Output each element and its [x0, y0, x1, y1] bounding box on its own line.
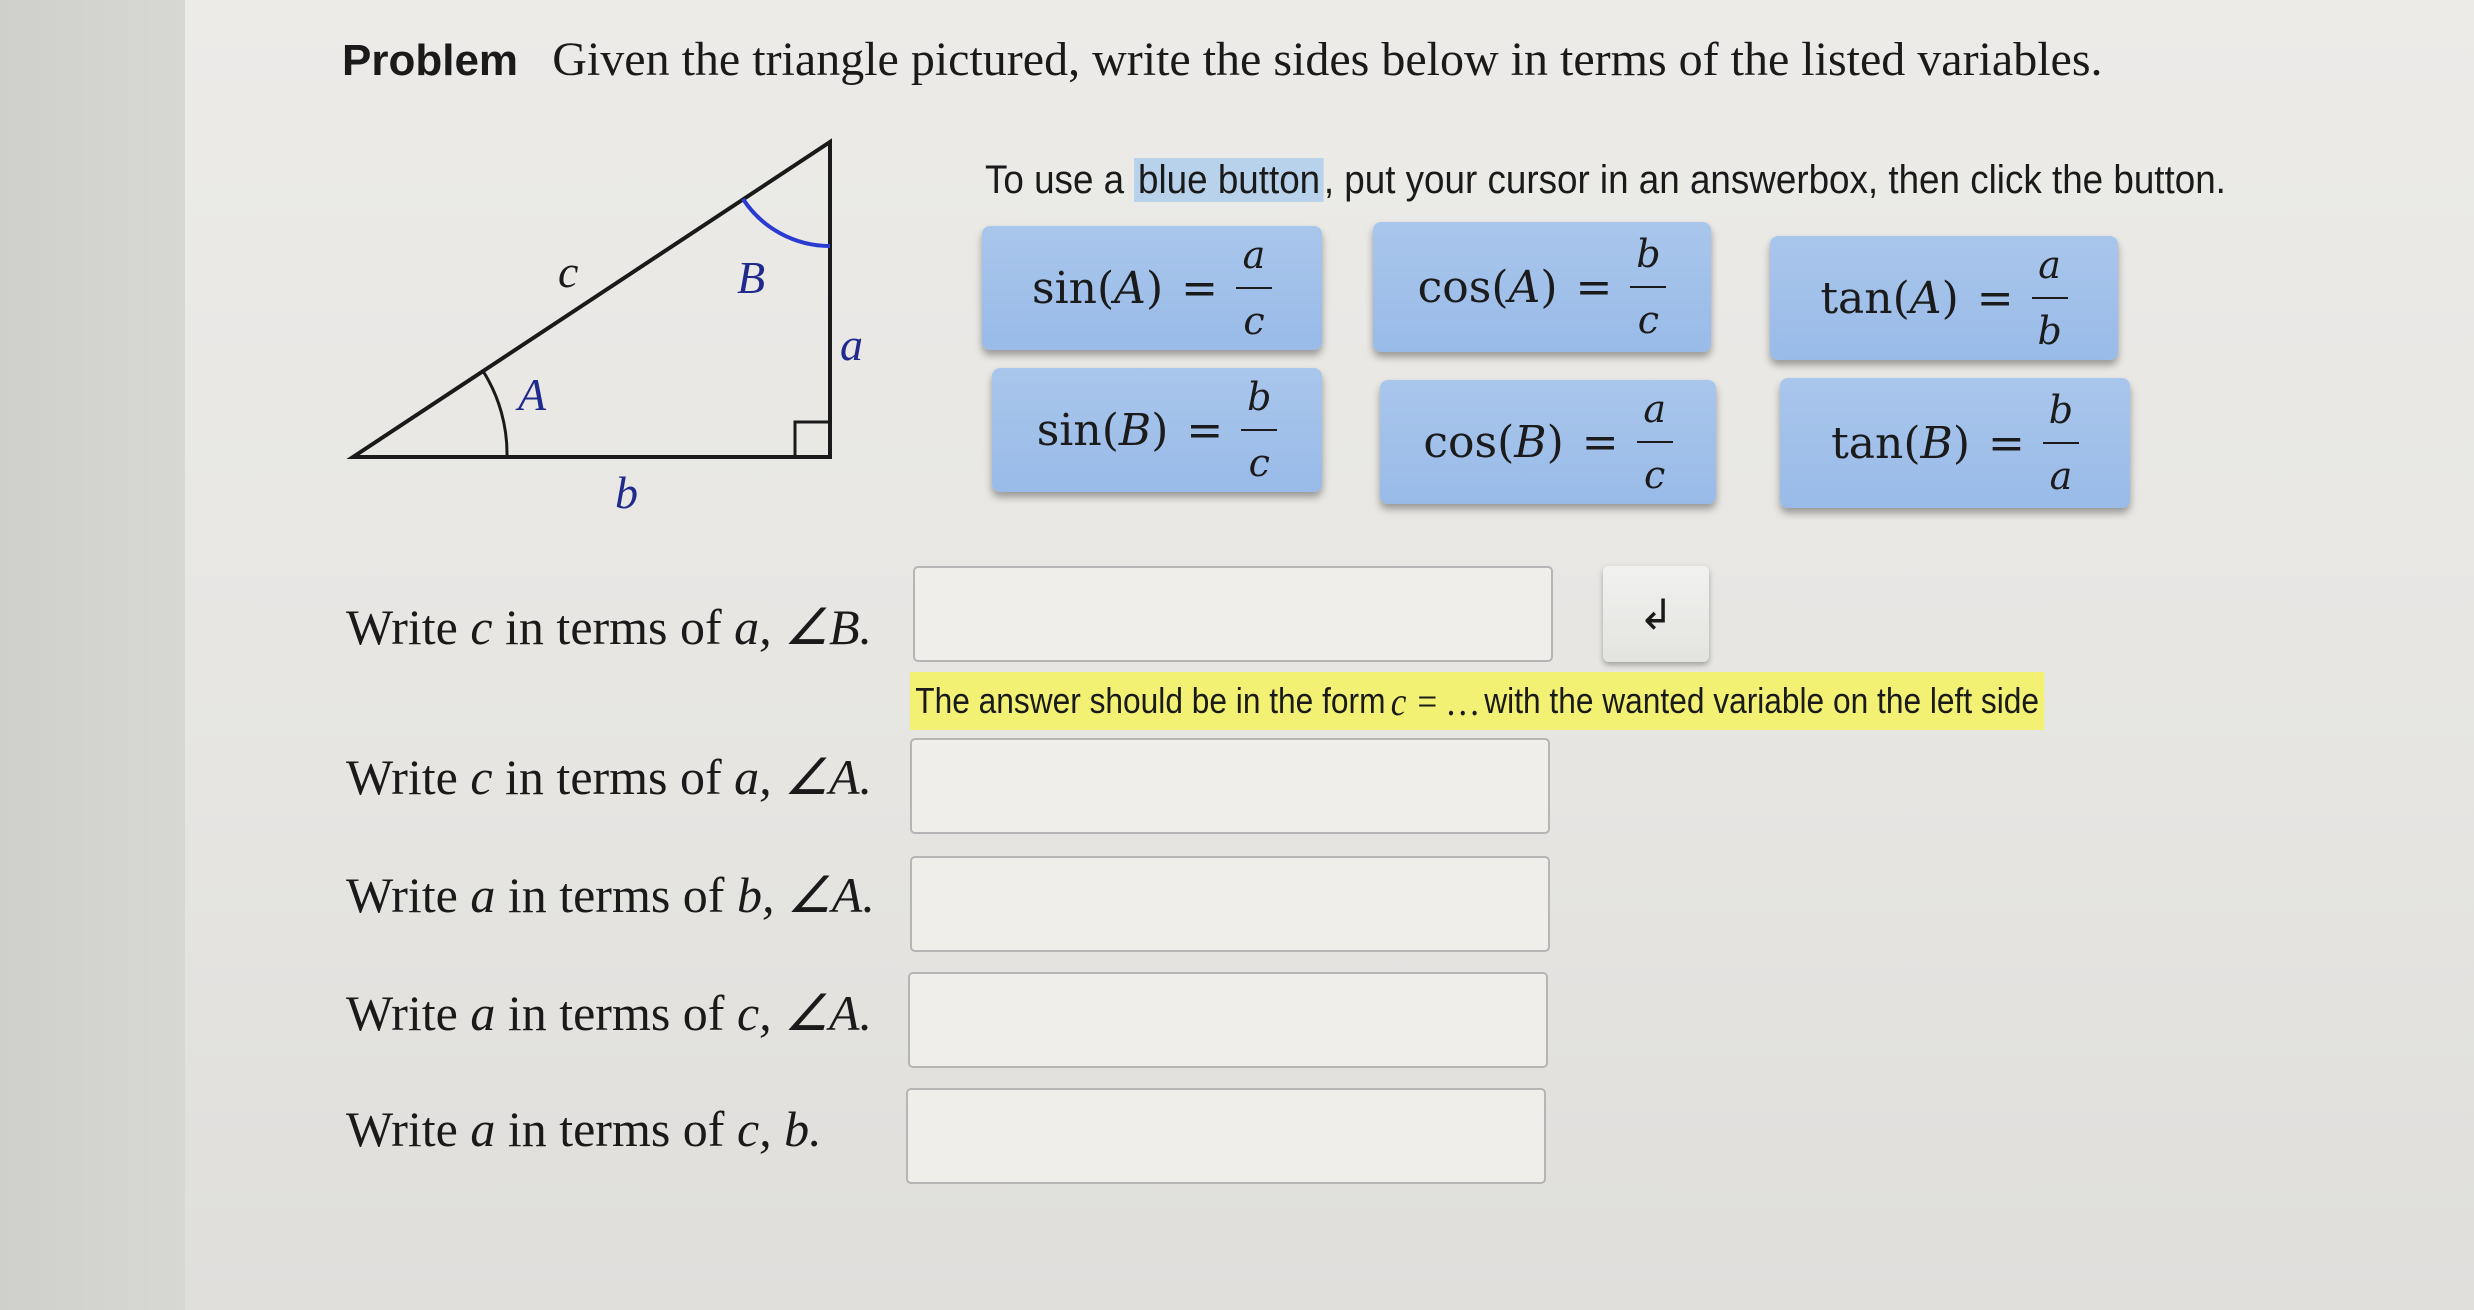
hint-after: with the wanted variable on the left side: [1484, 680, 2040, 721]
hint-before: The answer should be in the form: [915, 680, 1386, 721]
answer-form-hint: [910, 672, 2044, 730]
left-margin: [0, 0, 185, 1310]
sin-a-button[interactable]: sin(A) = $\frac{a}{c}$: [982, 226, 1322, 350]
side-a-label: a: [840, 319, 863, 370]
cos-b-button[interactable]: cos(B) = $\frac{a}{c}$: [1380, 380, 1716, 504]
instruction-text: [985, 158, 2226, 203]
answer-box-5[interactable]: [906, 1088, 1546, 1184]
tan-b-button[interactable]: tan(B) = $\frac{b}{a}$: [1780, 378, 2130, 508]
question-3-label: Write a in terms of b, ∠A.: [346, 867, 875, 923]
instruction-after: , put your cursor in an answerbox, then click the button.: [1323, 158, 2226, 202]
problem-label: Problem: [342, 36, 519, 85]
instruction-before: To use a: [985, 158, 1135, 202]
angle-a-arc: [483, 371, 507, 457]
answer-box-2[interactable]: [910, 738, 1550, 834]
question-4-label: Write a in terms of c, ∠A.: [346, 985, 873, 1041]
hint-formula: c = …: [1390, 678, 1480, 724]
problem-statement: [342, 32, 2103, 87]
side-b-label: b: [615, 467, 638, 518]
problem-text: Given the triangle pictured, write the sides below in terms of the listed variables.: [552, 33, 2103, 86]
answer-box-1[interactable]: [913, 566, 1553, 662]
answer-box-3[interactable]: [910, 856, 1550, 952]
instruction-highlight: blue button: [1134, 158, 1323, 202]
angle-b-arc: [743, 199, 830, 246]
sin-b-button[interactable]: sin(B) = $\frac{b}{c}$: [992, 368, 1322, 492]
cos-a-button[interactable]: cos(A) = $\frac{b}{c}$: [1373, 222, 1711, 352]
question-1-label: Write c in terms of a, ∠B.: [346, 599, 873, 655]
question-5-label: Write a in terms of c, b.: [346, 1101, 822, 1157]
right-triangle-figure: [340, 130, 900, 530]
enter-button[interactable]: ↲: [1603, 566, 1709, 662]
question-2-label: Write c in terms of a, ∠A.: [346, 749, 873, 805]
tan-a-button[interactable]: tan(A) = $\frac{a}{b}$: [1770, 236, 2118, 360]
answer-box-4[interactable]: [908, 972, 1548, 1068]
angle-b-label: B: [737, 252, 766, 303]
angle-a-label: A: [518, 369, 547, 420]
side-c-label: c: [558, 246, 579, 297]
